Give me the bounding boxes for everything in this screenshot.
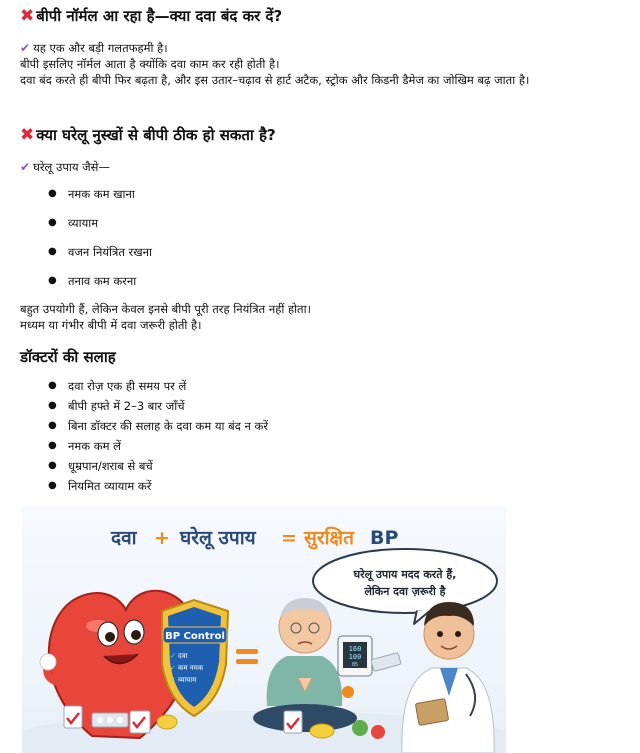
- check-icon: ✓: [170, 664, 176, 672]
- formula-safe: सुरक्षित: [304, 527, 354, 549]
- formula-equals: =: [281, 527, 297, 549]
- formula-bp: BP: [370, 527, 399, 549]
- monitor-systolic: 160: [348, 645, 362, 653]
- bp-monitor-icon: [338, 636, 372, 676]
- section3-heading: डॉक्टरों की सलाह: [20, 348, 116, 366]
- section1-line2: बीपी इसलिए नॉर्मल आता है क्योंकि दवा काम कर रही होती है।: [20, 57, 280, 71]
- section2-heading: ✖ क्या घरेलू नुस्खों से बीपी ठीक हो सकता है?: [20, 125, 276, 145]
- shield-title: BP Control: [165, 631, 225, 642]
- cross-icon: ✖: [20, 6, 35, 26]
- speech-line1: घरेलू उपाय मदद करते हैं,: [353, 568, 457, 581]
- check-icon: ✓: [170, 652, 176, 660]
- check-icon: ✔: [20, 41, 31, 55]
- formula-plus: +: [154, 527, 170, 549]
- section2-line2: मध्यम या गंभीर बीपी में दवा जरूरी होती है।: [20, 318, 202, 332]
- cross-icon: ✖: [20, 125, 35, 145]
- shield-item-exercise: व्यायाम: [178, 676, 197, 684]
- formula-medicine: दवा: [111, 527, 137, 549]
- formula-home-remedies: घरेलू उपाय: [180, 527, 256, 549]
- page: ✖ बीपी नॉर्मल आ रहा है—क्या दवा बंद कर दें? ✔ यह एक और बड़ी गलतफहमी है। बीपी इसलिए नॉर्मल आता है क्योंकि दवा काम कर रही होती है। दवा बंद करते ही बीपी फिर बढ़ता है, और इस उतार–चढ़ाव से हार्ट अटैक, स्ट्रोक और किडनी डैमेज का जोखिम बढ़ जाता है। ✖ क्या घरेलू नुस्खों से बीपी ठीक हो सकता है? ✔ घरेलू उपाय जैसे— ● नमक कम खाना ● व्यायाम ● वजन नियंत्रित रखना ● तनाव कम करना बहुत उपयोगी हैं, लेकिन केवल इनसे बीपी पूरी तरह नियंत्रित नहीं होता। मध्यम या गंभीर बीपी में दवा जरूरी होती है। डॉक्टरों की सलाह ● दवा रोज़ एक ही समय पर लें ● बीपी हफ्ते में 2–3 बार जाँचें ● बिना डॉक्टर की सलाह के दवा कम या बंद न करें ● नमक कम लें ● धूम्रपान/शराब से बचें ● नियमित व्यायाम करें दवा + घरेलू उपाय = सुरक्षित BP घरेलू उपाय मदद करते हैं, लेकिन दवा ज़रूरी है BP Control दवा कम नमक व्यायाम ✓ ✓ ✓ 160 100 85: [0, 0, 640, 753]
- section2-body: [20, 301, 620, 333]
- section1-body: [20, 40, 620, 88]
- speech-line2: लेकिन दवा ज़रूरी है: [364, 585, 446, 598]
- check-icon: ✔: [20, 160, 31, 174]
- bp-illustration: [22, 506, 506, 753]
- equals-sign: [236, 649, 258, 664]
- section1-line1: यह एक और बड़ी गलतफहमी है।: [33, 41, 168, 55]
- illustration-svg: [22, 506, 506, 753]
- section1-line3: दवा बंद करते ही बीपी फिर बढ़ता है, और इस उतार–चढ़ाव से हार्ट अटैक, स्ट्रोक और किडनी डैमेज का जोखिम बढ़ जाता है।: [20, 73, 530, 87]
- section2-intro: ✔ घरेलू उपाय जैसे—: [20, 160, 110, 174]
- section1-heading: ✖ बीपी नॉर्मल आ रहा है—क्या दवा बंद कर दें?: [20, 6, 283, 26]
- check-icon: ✓: [170, 676, 176, 684]
- shield-item-low-salt: कम नमक: [178, 664, 204, 672]
- monitor-diastolic: 100: [348, 653, 362, 661]
- shield-item-medicine: दवा: [178, 652, 188, 660]
- monitor-pulse: 85: [351, 662, 359, 668]
- section2-line1: बहुत उपयोगी हैं, लेकिन केवल इनसे बीपी पूरी तरह नियंत्रित नहीं होता।: [20, 302, 311, 316]
